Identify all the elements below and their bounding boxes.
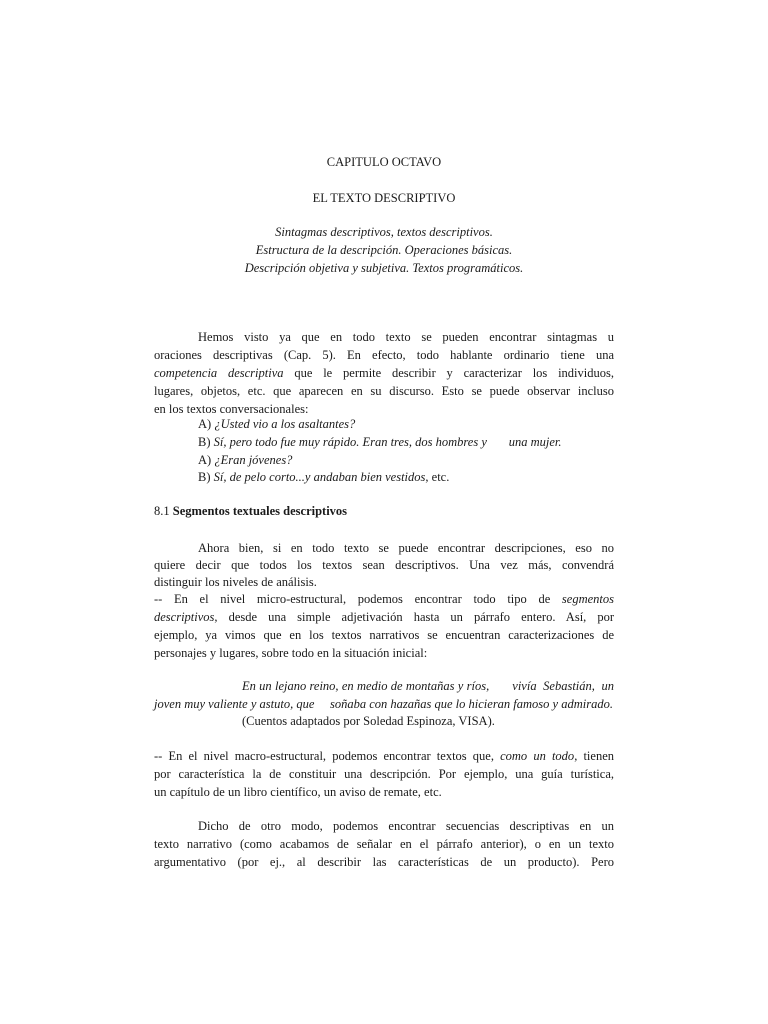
- chapter-subtitle: EL TEXTO DESCRIPTIVO: [312, 191, 456, 205]
- section-heading: 8.1 Segmentos textuales descriptivos: [154, 504, 348, 518]
- paragraph-line: distinguir los niveles de análisis.: [154, 575, 317, 589]
- chapter-title: CAPITULO OCTAVO: [326, 155, 442, 169]
- paragraph-line: Dicho de otro modo, podemos encontrar secuencias descriptivas en un: [198, 819, 614, 833]
- quote-line: En un lejano reino, en medio de montañas y ríos, vivía Sebastián, un: [242, 679, 614, 693]
- paragraph-line: personajes y lugares, sobre todo en la situación inicial:: [154, 646, 428, 660]
- paragraph-line: lugares, objetos, etc. que aparecen en su discurso. Esto se puede observar incluso: [154, 384, 614, 398]
- paragraph-line: competencia descriptiva que le permite describir y caracterizar los individuos,: [154, 366, 614, 380]
- summary-line: Estructura de la descripción. Operaciones básicas.: [255, 243, 513, 257]
- emphasis: competencia descriptiva: [154, 366, 284, 380]
- paragraph-line: Hemos visto ya que en todo texto se pueden encontrar sintagmas u: [198, 330, 614, 344]
- quote-source: (Cuentos adaptados por Soledad Espinoza, VISA).: [242, 714, 495, 728]
- paragraph-line: argumentativo (por ej., al describir las características de un producto). Pero: [154, 855, 614, 869]
- dialogue-line: B) Sí, de pelo corto...y andaban bien vestidos, etc.: [198, 470, 450, 484]
- paragraph-line: por característica la de constituir una descripción. Por ejemplo, una guía turística,: [154, 767, 614, 781]
- paragraph-line: quiere decir que todos los textos sean descriptivos. Una vez más, convendrá: [154, 558, 614, 572]
- dialogue-line: A) ¿Eran jóvenes?: [198, 453, 293, 467]
- dialogue-line: B) Sí, pero todo fue muy rápido. Eran tres, dos hombres y una mujer.: [198, 435, 562, 449]
- paragraph-line: -- En el nivel micro-estructural, podemos encontrar todo tipo de segmentos: [154, 592, 614, 606]
- paragraph-line: -- En el nivel macro-estructural, podemos encontrar textos que, como un todo, tienen: [154, 749, 614, 763]
- paragraph-line: texto narrativo (como acabamos de señalar en el párrafo anterior), o en un texto: [154, 837, 614, 851]
- paragraph-line: un capítulo de un libro científico, un aviso de remate, etc.: [154, 785, 442, 799]
- paragraph-line: oraciones descriptivas (Cap. 5). En efecto, todo hablante ordinario tiene una: [154, 348, 614, 362]
- paragraph-line: descriptivos, desde una simple adjetivación hasta un párrafo entero. Así, por: [154, 610, 614, 624]
- dialogue-line: A) ¿Usted vio a los asaltantes?: [198, 417, 356, 431]
- summary-line: Sintagmas descriptivos, textos descriptivos.: [275, 225, 493, 239]
- paragraph-line: Ahora bien, si en todo texto se puede encontrar descripciones, eso no: [198, 541, 614, 555]
- summary-line: Descripción objetiva y subjetiva. Textos programáticos.: [244, 261, 524, 275]
- paragraph-line: en los textos conversacionales:: [154, 402, 309, 416]
- quote-line: joven muy valiente y astuto, que soñaba con hazañas que lo hicieran famoso y admirado.: [154, 697, 613, 711]
- paragraph-line: ejemplo, ya vimos que en los textos narrativos se encuentran caracterizaciones de: [154, 628, 614, 642]
